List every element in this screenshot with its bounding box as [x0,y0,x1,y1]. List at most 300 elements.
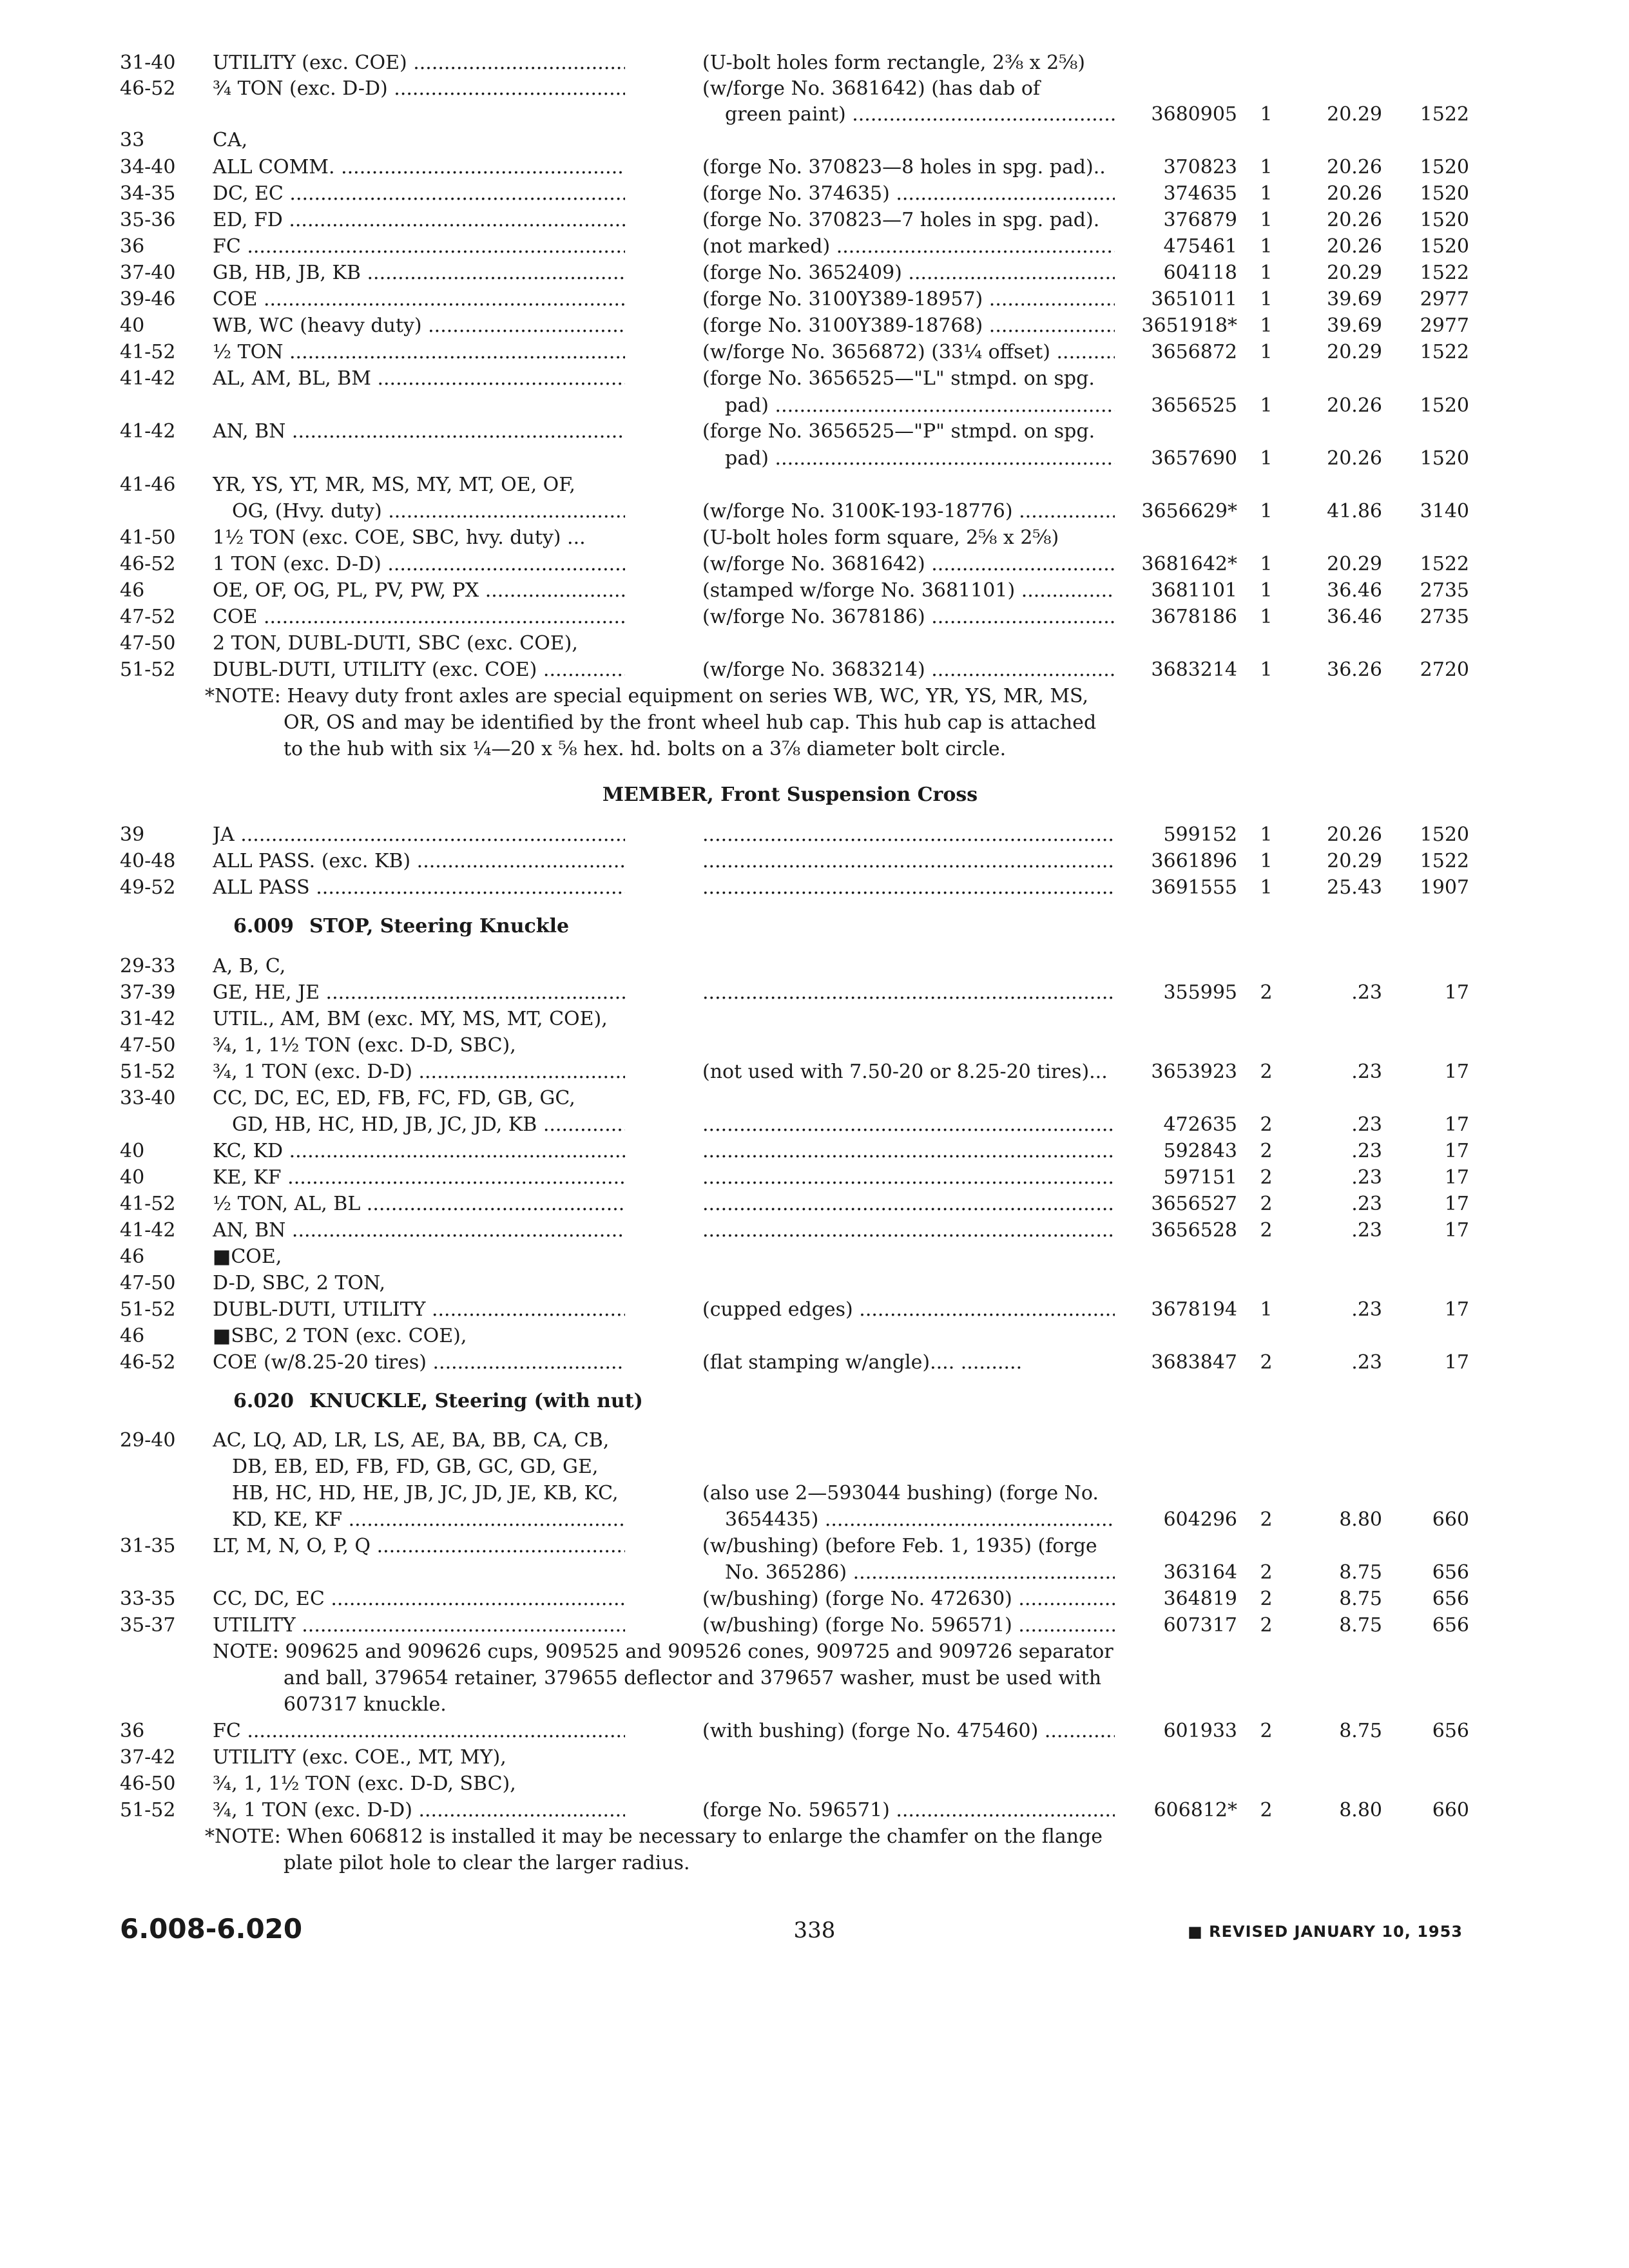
part-number: 3656525 [1151,394,1237,417]
section-title-member: MEMBER, Front Suspension Cross [602,783,978,806]
year-range: 41-42 [120,1219,176,1242]
model: HB, HC, HD, HE, JB, JC, JD, JE, KB, KC, [232,1482,619,1504]
list-price: .23 [1351,1113,1382,1136]
year-range: 47-50 [120,632,176,655]
list-price: 39.69 [1327,314,1382,337]
quantity: 2 [1260,1799,1273,1821]
year-range: 40 [120,1140,145,1162]
note-text: *NOTE: Heavy duty front axles are special equipment on series WB, WC, YR, YS, MR, MS, [205,685,1089,707]
year-range: 37-39 [120,981,176,1004]
table-row [0,340,1629,365]
list-price: 20.26 [1327,209,1382,231]
quantity: 1 [1260,209,1273,231]
part-number: 363164 [1163,1561,1237,1584]
remarks [702,980,1115,1006]
table-row [0,50,1629,76]
model: WB, WC (heavy duty) ..... [213,313,625,339]
table-row [0,1271,1629,1296]
year-range: 39-46 [120,288,176,311]
price-code: 1520 [1420,182,1469,205]
section-title-knuckle: KNUCKLE, Steering (with nut) [309,1390,643,1412]
remarks: (w/forge No. 3678186) ..... [702,604,1115,630]
price-code: 1520 [1420,823,1469,846]
remarks: (w/forge No. 3656872) (33¼ offset) ..... [702,340,1115,365]
model: JA ..... [213,822,625,848]
remarks: (not marked) ..... [702,234,1115,260]
remarks: (U-bolt holes form square, 2⅝ x 2⅝) [702,526,1059,549]
year-range: 51-52 [120,1799,176,1821]
year-range: 33 [120,129,145,151]
model: KD, KE, KF ..... [232,1507,625,1533]
part-number: 3680905 [1151,103,1237,126]
part-number: 3681101 [1151,579,1237,602]
year-range: 49-52 [120,876,176,899]
price-code: 1522 [1420,262,1469,284]
table-row [0,1798,1629,1823]
remarks: (forge No. 3100Y389-18768) ..... [702,313,1115,339]
list-price: 8.75 [1339,1614,1382,1637]
remarks: (w/forge No. 3683214) ..... [702,657,1115,683]
year-range: 35-36 [120,209,176,231]
remarks: green paint) ..... [725,102,1115,128]
section-heading-stop [0,914,1629,939]
note-text: 607317 knuckle. [284,1693,447,1716]
year-range: 41-42 [120,420,176,443]
remarks: (forge No. 374635) ..... [702,181,1115,207]
table-row [0,1586,1629,1612]
remarks: pad) ..... [725,446,1115,472]
table-row [0,1745,1629,1771]
quantity: 2 [1260,1219,1273,1242]
year-range: 46-52 [120,77,176,100]
table-row [0,155,1629,180]
price-code: 17 [1444,1061,1469,1083]
note-line [0,684,1629,709]
model: 1½ TON (exc. COE, SBC, hvy. duty) ... [213,526,586,549]
model: ¾, 1 TON (exc. D-D) ..... [213,1798,625,1823]
price-code: 1907 [1420,876,1469,899]
year-range: 29-33 [120,955,176,977]
year-range: 51-52 [120,1061,176,1083]
remarks [702,849,1115,874]
year-range: 36 [120,235,145,258]
quantity: 1 [1260,553,1273,575]
footer-page-number: 338 [793,1917,836,1943]
year-range: 41-52 [120,1193,176,1215]
year-range: 46 [120,579,145,602]
table-row [0,313,1629,339]
quantity: 2 [1260,981,1273,1004]
note-text: plate pilot hole to clear the larger radius. [284,1852,690,1874]
year-range: 47-52 [120,606,176,628]
model: GB, HB, JB, KB ..... [213,260,625,286]
price-code: 660 [1432,1508,1469,1531]
table-row [0,366,1629,392]
part-number: 597151 [1163,1166,1237,1189]
table-row [0,1560,1629,1586]
part-number: 3656527 [1151,1193,1237,1215]
table-row [0,181,1629,207]
part-number: 3678186 [1151,606,1237,628]
year-range: 31-42 [120,1008,176,1030]
remarks: (forge No. 3656525—"P" stmpd. on spg. [702,420,1095,443]
year-range: 41-42 [120,367,176,390]
table-row [0,446,1629,472]
year-range: 46-52 [120,553,176,575]
note-text: NOTE: 909625 and 909626 cups, 909525 and 909526 cones, 909725 and 909726 separator [213,1640,1113,1663]
table-row [0,631,1629,657]
remarks: (w/bushing) (before Feb. 1, 1935) (forge [702,1535,1097,1557]
price-code: 2720 [1420,658,1469,681]
quantity: 1 [1260,876,1273,899]
model: DB, EB, ED, FB, FD, GB, GC, GD, GE, [232,1456,599,1478]
model: KE, KF ..... [213,1165,625,1191]
quantity: 1 [1260,262,1273,284]
price-code: 1522 [1420,341,1469,363]
list-price: .23 [1351,1298,1382,1321]
list-price: 8.75 [1339,1720,1382,1742]
model: ¾, 1 TON (exc. D-D) ..... [213,1059,625,1085]
model: CA, [213,129,248,151]
table-row [0,260,1629,286]
part-number: 472635 [1163,1113,1237,1136]
remarks: (forge No. 3100Y389-18957) ..... [702,287,1115,312]
year-range: 31-35 [120,1535,176,1557]
quantity: 2 [1260,1614,1273,1637]
price-code: 660 [1432,1799,1469,1821]
remarks: (not used with 7.50-20 or 8.25-20 tires)... [702,1061,1108,1083]
part-number: 592843 [1163,1140,1237,1162]
table-row [0,76,1629,102]
price-code: 656 [1432,1614,1469,1637]
table-row [0,499,1629,524]
remarks [702,1218,1115,1244]
remarks: (U-bolt holes form rectangle, 2⅜ x 2⅝) [702,52,1086,74]
list-price: 20.26 [1327,235,1382,258]
year-range: 40 [120,1166,145,1189]
table-row [0,578,1629,604]
model: D-D, SBC, 2 TON, [213,1272,386,1294]
table-row [0,1139,1629,1164]
table-row [0,1006,1629,1032]
list-price: 20.26 [1327,823,1382,846]
price-code: 1522 [1420,850,1469,872]
model: DUBL-DUTI, UTILITY (exc. COE) ..... [213,657,625,683]
model: YR, YS, YT, MR, MS, MY, MT, OE, OF, [213,474,575,496]
remarks: (forge No. 370823—8 holes in spg. pad).. [702,156,1106,178]
table-row [0,1350,1629,1376]
list-price: 36.46 [1327,606,1382,628]
section-heading-member [0,782,1629,808]
model: GE, HE, JE ..... [213,980,625,1006]
section-title-stop: STOP, Steering Knuckle [309,915,570,937]
part-number: 3656872 [1151,341,1237,363]
quantity: 1 [1260,394,1273,417]
part-number: 3683214 [1151,658,1237,681]
model: UTILITY (exc. COE) ..... [213,50,625,76]
table-row [0,657,1629,683]
part-number: 3657690 [1151,447,1237,470]
list-price: .23 [1351,1219,1382,1242]
quantity: 1 [1260,103,1273,126]
section-number-knuckle: 6.020 [233,1390,294,1412]
model: UTIL., AM, BM (exc. MY, MS, MT, COE), [213,1008,608,1030]
quantity: 2 [1260,1193,1273,1215]
list-price: 20.29 [1327,262,1382,284]
price-code: 656 [1432,1588,1469,1610]
price-code: 656 [1432,1720,1469,1742]
year-range: 36 [120,1720,145,1742]
table-row [0,1454,1629,1480]
list-price: 20.29 [1327,553,1382,575]
part-number: 475461 [1163,235,1237,258]
quantity: 2 [1260,1351,1273,1374]
price-code: 2735 [1420,606,1469,628]
quantity: 2 [1260,1720,1273,1742]
quantity: 1 [1260,579,1273,602]
remarks [702,822,1115,848]
model: AN, BN ..... [213,419,625,445]
price-code: 1522 [1420,103,1469,126]
price-code: 17 [1444,1298,1469,1321]
remarks: (w/bushing) (forge No. 596571) ..... [702,1613,1115,1639]
year-range: 37-40 [120,262,176,284]
year-range: 39 [120,823,145,846]
price-code: 1520 [1420,156,1469,178]
table-row [0,207,1629,233]
model: COE ..... [213,604,625,630]
price-code: 17 [1444,1351,1469,1374]
remarks [702,1112,1115,1138]
part-number: 370823 [1163,156,1237,178]
note-line [0,1850,1629,1876]
table-row [0,1323,1629,1349]
year-range: 40-48 [120,850,176,872]
price-code: 3140 [1420,500,1469,523]
list-price: 36.46 [1327,579,1382,602]
remarks: (w/forge No. 3681642) (has dab of [702,77,1041,100]
price-code: 1522 [1420,553,1469,575]
year-range: 47-50 [120,1272,176,1294]
remarks: (flat stamping w/angle).... .......... [702,1351,1023,1374]
list-price: 8.80 [1339,1799,1382,1821]
model: ALL COMM. ..... [213,155,625,180]
model: FC ..... [213,234,625,260]
part-number: 3691555 [1151,876,1237,899]
note-text: *NOTE: When 606812 is installed it may be necessary to enlarge the chamfer on the flange [205,1825,1103,1848]
part-number: 604296 [1163,1508,1237,1531]
price-code: 656 [1432,1561,1469,1584]
model: COE ..... [213,287,625,312]
table-row [0,128,1629,153]
table-row [0,419,1629,445]
table-row [0,1771,1629,1797]
year-range: 46-52 [120,1351,176,1374]
note-text: and ball, 379654 retainer, 379655 deflector and 379657 washer, must be used with [284,1667,1102,1689]
part-number: 599152 [1163,823,1237,846]
year-range: 41-46 [120,474,176,496]
remarks [702,1139,1115,1164]
table-row [0,822,1629,848]
table-row [0,1613,1629,1639]
table-row [0,1112,1629,1138]
quantity: 1 [1260,606,1273,628]
model: GD, HB, HC, HD, JB, JC, JD, KB ..... [232,1112,625,1138]
remarks: (stamped w/forge No. 3681101) ..... [702,578,1115,604]
part-number: 606812* [1153,1799,1237,1821]
remarks: pad) ..... [725,393,1115,419]
part-number: 3653923 [1151,1061,1237,1083]
price-code: 2735 [1420,579,1469,602]
year-range: 29-40 [120,1429,176,1452]
list-price: .23 [1351,1140,1382,1162]
table-row [0,1428,1629,1454]
model: OG, (Hvy. duty) ..... [232,499,625,524]
model: CC, DC, EC ..... [213,1586,625,1612]
list-price: 20.26 [1327,156,1382,178]
table-row [0,393,1629,419]
list-price: 20.29 [1327,850,1382,872]
year-range: 37-42 [120,1746,176,1769]
table-row [0,954,1629,979]
model: A, B, C, [213,955,286,977]
quantity: 1 [1260,658,1273,681]
part-number: 3656528 [1151,1219,1237,1242]
note-line [0,710,1629,736]
quantity: 1 [1260,288,1273,311]
price-code: 17 [1444,981,1469,1004]
table-row [0,102,1629,128]
table-row [0,1033,1629,1059]
remarks: No. 365286) ..... [725,1560,1115,1586]
part-number: 604118 [1163,262,1237,284]
quantity: 2 [1260,1166,1273,1189]
quantity: 2 [1260,1061,1273,1083]
quantity: 1 [1260,182,1273,205]
table-row [0,1533,1629,1559]
table-row [0,287,1629,312]
price-code: 1520 [1420,235,1469,258]
remarks: 3654435) ..... [725,1507,1115,1533]
section-number-stop: 6.009 [233,915,294,937]
table-row [0,1086,1629,1111]
year-range: 33-35 [120,1588,176,1610]
year-range: 51-52 [120,1298,176,1321]
part-number: 3651011 [1151,288,1237,311]
model: AL, AM, BL, BM ..... [213,366,625,392]
note-line [0,1824,1629,1850]
remarks: (forge No. 596571) ..... [702,1798,1115,1823]
price-code: 17 [1444,1113,1469,1136]
remarks: (w/bushing) (forge No. 472630) ..... [702,1586,1115,1612]
year-range: 35-37 [120,1614,176,1637]
price-code: 17 [1444,1193,1469,1215]
year-range: 51-52 [120,658,176,681]
quantity: 1 [1260,1298,1273,1321]
footer-revision-date: ■ REVISED JANUARY 10, 1953 [1188,1923,1463,1941]
year-range: 31-40 [120,52,176,74]
year-range: 41-50 [120,526,176,549]
footer-section-range: 6.008-6.020 [120,1913,303,1945]
table-row [0,1059,1629,1085]
note-text: OR, OS and may be identified by the front wheel hub cap. This hub cap is attached [284,711,1097,734]
quantity: 2 [1260,1140,1273,1162]
price-code: 1520 [1420,394,1469,417]
part-number: 364819 [1163,1588,1237,1610]
part-number: 374635 [1163,182,1237,205]
note-line [0,1692,1629,1718]
part-number: 3678194 [1151,1298,1237,1321]
model: DUBL-DUTI, UTILITY ..... [213,1297,625,1323]
table-row [0,1481,1629,1506]
quantity: 2 [1260,1561,1273,1584]
table-row [0,1507,1629,1533]
list-price: 25.43 [1327,876,1382,899]
price-code: 17 [1444,1219,1469,1242]
model: LT, M, N, O, P, Q ..... [213,1533,625,1559]
section-heading-knuckle [0,1389,1629,1414]
year-range: 46 [120,1245,145,1268]
remarks: (cupped edges) ..... [702,1297,1115,1323]
model: UTILITY (exc. COE., MT, MY), [213,1746,506,1769]
list-price: 8.75 [1339,1561,1382,1584]
table-row [0,1191,1629,1217]
model: AC, LQ, AD, LR, LS, AE, BA, BB, CA, CB, [213,1429,610,1452]
model: ¾, 1, 1½ TON (exc. D-D, SBC), [213,1773,516,1795]
quantity: 2 [1260,1508,1273,1531]
model: ■SBC, 2 TON (exc. COE), [213,1325,467,1347]
model: COE (w/8.25-20 tires) ..... [213,1350,625,1376]
model: ALL PASS. (exc. KB) ..... [213,849,625,874]
model: ED, FD ..... [213,207,625,233]
remarks: (forge No. 370823—7 holes in spg. pad). [702,209,1100,231]
part-number: 607317 [1163,1614,1237,1637]
list-price: 20.26 [1327,394,1382,417]
part-number: 3681642* [1141,553,1237,575]
list-price: 39.69 [1327,288,1382,311]
model: FC ..... [213,1718,625,1744]
list-price: 8.80 [1339,1508,1382,1531]
table-row [0,604,1629,630]
table-row [0,980,1629,1006]
quantity: 1 [1260,447,1273,470]
year-range: 41-52 [120,341,176,363]
year-range: 40 [120,314,145,337]
year-range: 46 [120,1325,145,1347]
table-row [0,1718,1629,1744]
model: ¾, 1, 1½ TON (exc. D-D, SBC), [213,1034,516,1057]
year-range: 34-35 [120,182,176,205]
table-row [0,234,1629,260]
table-row [0,1218,1629,1244]
model: CC, DC, EC, ED, FB, FC, FD, GB, GC, [213,1087,575,1110]
model: 1 TON (exc. D-D) ..... [213,552,625,577]
list-price: .23 [1351,1193,1382,1215]
quantity: 1 [1260,156,1273,178]
note-line [0,1639,1629,1665]
list-price: 41.86 [1327,500,1382,523]
table-row [0,1165,1629,1191]
list-price: .23 [1351,1351,1382,1374]
quantity: 1 [1260,500,1273,523]
model: UTILITY ..... [213,1613,625,1639]
model: AN, BN ..... [213,1218,625,1244]
model: KC, KD ..... [213,1139,625,1164]
quantity: 1 [1260,235,1273,258]
quantity: 1 [1260,823,1273,846]
table-row [0,552,1629,577]
model: ¾ TON (exc. D-D) ..... [213,76,625,102]
